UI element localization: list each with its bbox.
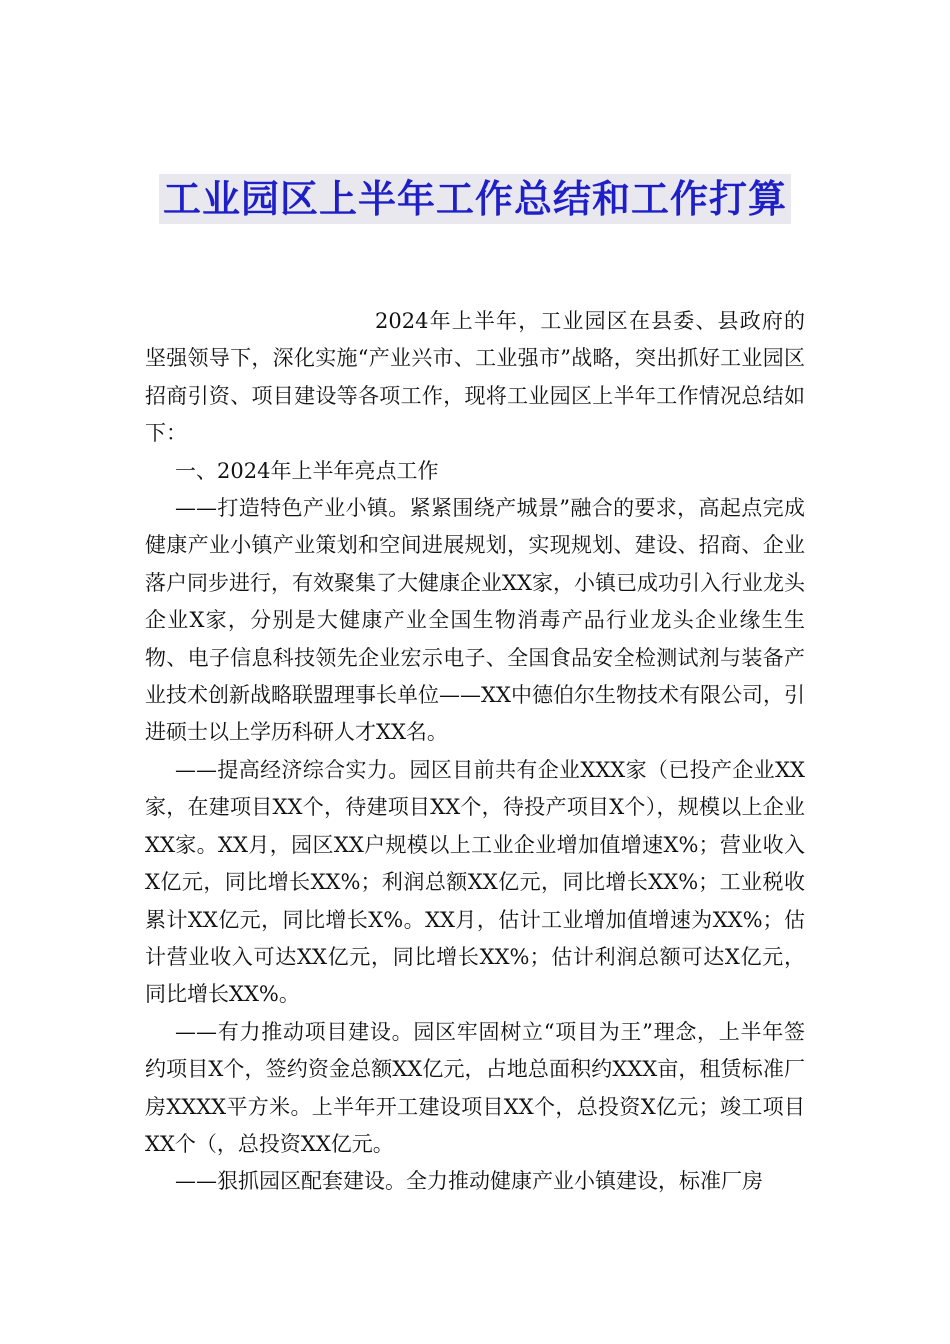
paragraph-supporting-construction: ——狠抓园区配套建设。全力推动健康产业小镇建设，标准厂房	[175, 1169, 763, 1194]
document-body	[145, 303, 805, 1201]
paragraph-project-construction: ——有力推动项目建设。园区牢固树立“项目为王”理念，上半年签约项目X个，签约资金总额XX亿元，占地总面积约XXX亩，租赁标准厂房XXXX平方米。上半年开工建设项目XX个，总投资X亿元；竣工项目XX个（，总投资XX亿元。	[145, 1019, 805, 1156]
paragraph-economic-strength: ——提高经济综合实力。园区目前共有企业XXX家（已投产企业XX家，在建项目XX个，待建项目XX个，待投产项目X个），规模以上企业XX家。XX月，园区XX户规模以上工业企业增加值增速X%；营业收入X亿元，同比增长XX%；利润总额XX亿元，同比增长XX%；工业税收累计XX亿元，同比增长X%。XX月，估计工业增加值增速为XX%；估计营业收入可达XX亿元，同比增长XX%；估计利润总额可达X亿元，同比增长XX%。	[145, 757, 805, 1007]
intro-paragraph: 2024年上半年，工业园区在县委、县政府的坚强领导下，深化实施“产业兴市、工业强市”战略，突出抓好工业园区招商引资、项目建设等各项工作，现将工业园区上半年工作情况总结如下：	[145, 309, 805, 446]
paragraph-industry-town: ——打造特色产业小镇。紧紧围绕产城景”融合的要求，高起点完成健康产业小镇产业策划和空间进展规划，实现规划、建设、招商、企业落户同步进行，有效聚集了大健康企业XX家，小镇已成功引入行业龙头企业X家，分别是大健康产业全国生物消毒产品行业龙头企业缘生生物、电子信息科技领先企业宏示电子、全国食品安全检测试剂与装备产业技术创新战略联盟理事长单位——XX中德伯尔生物技术有限公司，引进硕士以上学历科研人才XX名。	[145, 496, 805, 745]
section-heading: 一、2024年上半年亮点工作	[175, 458, 439, 483]
title-container	[0, 174, 950, 224]
document-title: 工业园区上半年工作总结和工作打算	[159, 174, 791, 224]
